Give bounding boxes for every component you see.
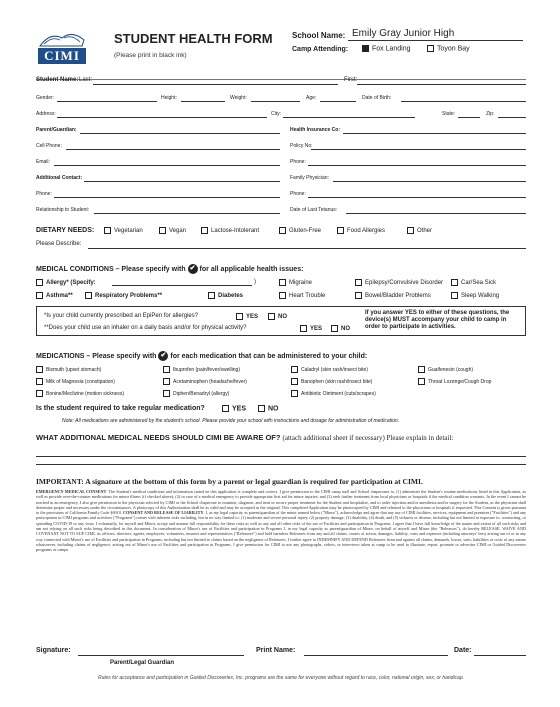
asthma-checkbox[interactable] [36, 292, 43, 299]
cell-phone-label: Cell Phone: [36, 143, 62, 149]
consent-text: EMERGENCY MEDICAL CONSENT. The Student's medical conditions and information stated on this application is complete and correct. I give permission to the CIMI camp staff and School chaperones to, (1) administer the Student's routine medications listed in this Application, as well as provide over-the-counter medications for minor illness (if checked above); (2) in case of a medical emergency to provide appropriate first aid for minor injuries; and (3) seek further treatment from local physicians or hospitals if the medical condition warrants. In the event I cannot be reached in an emergency, I also give permission to the physician selected by CIMI or the School chaperone to examine, diagnose, and treat or secure proper treatment for the Student and hospitalize, and to order injection and/or anesthesia and/or surgery for the Student, as the physician shall determine proper and necessary under the circumstances. A photocopy of this Authorization shall be as valid and may be accepted as the original. This completed Application may be photocopied by CIMI and released to the physicians or hospitals if requested. This Consent is given pursuant to the provisions of California Family Code §6910. CONSENT AND RELEASE OF LIABILITY. I, as my legal capacity as parent/guardian of the minor named below ("Minor"), acknowledge and agree that any use of CIMI facilities, services, equipment and premises ("Facilities") and any participation in CIMI programs and activities ("Programs") comes with inherent risks including, but in no way limited to: (1) moderate and severe personal injury, (2) property damage, (3) disability, (4) death, and (5) sickness or disease, including but not limited to exposure to, contracting, or spreading COVID-19 or any virus. I voluntarily, for myself and Minor, accept and assume full responsibility for these risks as well as any and all other risks of the use of Facilities and participation in Programs. I agree that I have full knowledge of the nature and extent of all such risks and am not relying on all such risks being described in this document. In consideration of Minor's use of Facilities and participation in Programs I, in my legal capacity as parent/guardian of Minor, on behalf of myself and Minor (the "Releasors"), do hereby RELEASE, WAIVE AND COVENANT NOT TO SUE CIMI, its officers, directors, agents, employees, volunteers, insurers and representatives ("Releasees") and hold harmless Releasees from any and all claims, causes of action, damages, liability, costs and expenses (including attorneys' fees) arising out of or in any way connected with Minor's use of Facilities and participation in Programs, including but not limited to claims based on the negligence of Releasees. I further agree to INDEMNIFY AND DEFEND Releasees from and against all claims, demands, losses, suits, liabilities or costs of any nature whatsoever, including claims of negligence, arising out of Minor's use of Facilities and participation in Programs. I give permission for CIMI to use any photographs, videos, or interviews taken at camp to be used to illustrate, report, promote or advertise CIMI or Guided Discoveries programs or camps. [36, 489, 526, 553]
allergy-checkbox[interactable] [36, 279, 43, 286]
camp-checkbox-fox[interactable] [362, 45, 369, 52]
signature-sublabel: Parent/Legal Guardian [110, 660, 175, 666]
car-sea-sick-checkbox[interactable] [451, 279, 458, 286]
epipen-question: *Is your child currently prescribed an EpiPen for allergies? [44, 313, 199, 319]
diet-gluten-free[interactable]: Gluten-Free [279, 227, 321, 235]
camp-checkbox-toyon[interactable] [427, 45, 434, 52]
condition-sleep-walking[interactable]: Sleep Walking [451, 292, 499, 300]
diet-food-allergies-checkbox[interactable] [337, 227, 344, 234]
condition-allergy[interactable]: Allergy* (Specify: [36, 279, 96, 287]
condition-car-sea-sick[interactable]: Car/Sea Sick [451, 279, 496, 287]
diet-vegan[interactable]: Vegan [159, 227, 186, 235]
physician-phone-label: Phone: [290, 191, 306, 197]
insurance-label: Health Insurance Co: [290, 127, 341, 133]
logo-text: CIMI [44, 48, 80, 63]
print-name-field[interactable] [304, 655, 448, 656]
med-bonine[interactable]: Bonine/Meclizine (motion sickness) [36, 390, 124, 397]
bowel-checkbox[interactable] [355, 292, 362, 299]
banophen-checkbox[interactable] [291, 378, 298, 385]
condition-diabetes[interactable]: Diabetes [208, 292, 243, 300]
med-banophen[interactable]: Banophen (skin rash/insect bite) [291, 378, 372, 385]
diabetes-checkbox[interactable] [208, 292, 215, 299]
med-antibiotic[interactable]: Antibiotic Ointment (cuts/scrapes) [291, 390, 376, 397]
medications-heading: MEDICATIONS – Please specify with ✔ for each medication that can be administered to your child: [36, 352, 368, 360]
guaifenesin-checkbox[interactable] [418, 366, 425, 373]
inhaler-yes-checkbox[interactable] [300, 325, 307, 332]
sleep-walking-checkbox[interactable] [451, 292, 458, 299]
gender-label: Gender: [36, 95, 55, 101]
med-milk-magnesia[interactable]: Milk of Magnesia (constipation) [36, 378, 115, 385]
med-ibuprofen[interactable]: Ibuprofen (pain/fever/swelling) [163, 366, 240, 373]
dob-label: Date of Birth: [362, 95, 392, 101]
email-label: Email: [36, 159, 50, 165]
condition-bowel[interactable]: Bowel/Bladder Problems [355, 292, 431, 300]
diet-vegetarian[interactable]: Vegetarian [104, 227, 143, 235]
date-label: Date: [454, 647, 472, 654]
parent-guardian-label: Parent/Guardian: [36, 127, 77, 133]
physician-label: Family Physician: [290, 175, 329, 181]
diet-food-allergies[interactable]: Food Allergies [337, 227, 385, 235]
dietary-label: DIETARY NEEDS: [36, 227, 95, 234]
ibuprofen-checkbox[interactable] [163, 366, 170, 373]
additional-contact-label: Additional Contact: [36, 175, 83, 181]
diet-vegetarian-checkbox[interactable] [104, 227, 111, 234]
student-name-label: Student Name: [36, 77, 79, 83]
med-guaifenesin[interactable]: Guaifenesin (cough) [418, 366, 473, 373]
epipen-no-checkbox[interactable] [268, 313, 275, 320]
med-acetaminophen[interactable]: Acetaminophen (headache/fever) [163, 378, 247, 385]
tetanus-label: Date of Last Tetanus: [290, 207, 338, 213]
height-label: Height: [161, 95, 177, 101]
condition-asthma[interactable]: Asthma** [36, 292, 73, 300]
date-field[interactable] [474, 655, 526, 656]
policy-label: Policy No: [290, 143, 313, 149]
insurance-phone-label: Phone: [290, 159, 306, 165]
epipen-yes[interactable]: YES [236, 313, 258, 321]
weight-label: Weight: [230, 95, 247, 101]
bismuth-checkbox[interactable] [36, 366, 43, 373]
inhaler-yes[interactable]: YES [300, 325, 322, 333]
regular-med-no[interactable]: NO [258, 405, 279, 413]
condition-migraine[interactable]: Migraine [279, 279, 312, 287]
contact-phone-label: Phone: [36, 191, 52, 197]
regular-med-yes[interactable]: YES [222, 405, 246, 413]
signature-field[interactable] [78, 655, 244, 656]
heart-checkbox[interactable] [279, 292, 286, 299]
regular-medication-question: Is the student required to take regular medication? [36, 405, 205, 412]
diet-vegan-checkbox[interactable] [159, 227, 166, 234]
epilepsy-checkbox[interactable] [355, 279, 362, 286]
check-mark-icon: ✔ [158, 351, 168, 361]
camp-label: Camp Attending: [292, 46, 349, 53]
camp-option-fox-landing[interactable]: Fox Landing [362, 45, 411, 52]
signature-label: Signature: [36, 647, 71, 654]
respiratory-checkbox[interactable] [85, 292, 92, 299]
cimi-logo [36, 26, 88, 66]
describe-label: Please Describe: [36, 241, 82, 247]
med-throat-lozenge[interactable]: Throat Lozenge/Cough Drop [418, 378, 491, 385]
inhaler-no-checkbox[interactable] [331, 325, 338, 332]
last-label: Last: [79, 77, 93, 83]
relationship-label: Relationship to Student: [36, 207, 90, 213]
address-label: Address: [36, 111, 56, 117]
medication-note: Note: All medications are administered by the student's school. Please provide your school with instructions and dosage for administration of medication. [62, 418, 400, 424]
first-label: First: [344, 77, 358, 83]
bonine-checkbox[interactable] [36, 390, 43, 397]
print-name-label: Print Name: [256, 647, 296, 654]
diet-lactose[interactable]: Lactose-Intolerant [201, 227, 259, 235]
condition-epilepsy[interactable]: Epilepsy/Convulsive Disorder [355, 279, 443, 287]
caladryl-checkbox[interactable] [291, 366, 298, 373]
camp-option-toyon-bay[interactable]: Toyon Bay [427, 45, 470, 52]
diet-gluten-checkbox[interactable] [279, 227, 286, 234]
antibiotic-checkbox[interactable] [291, 390, 298, 397]
state-label: State: [442, 111, 456, 117]
med-diphen[interactable]: Diphen/Benadryl (allergy) [163, 390, 229, 397]
milk-magnesia-checkbox[interactable] [36, 378, 43, 385]
additional-needs-line-2[interactable] [36, 464, 526, 465]
medical-heading: MEDICAL CONDITIONS – Please specify with ✔ for all applicable health issues: [36, 265, 304, 273]
age-label: Age: [306, 95, 317, 101]
footer-note: Rules for acceptance and participation in Guided Discoveries, Inc. programs are the same for everyone without regard to race, color, national origin, sex, or handicap. [97, 675, 465, 681]
regular-med-yes-checkbox[interactable] [222, 405, 229, 412]
condition-heart[interactable]: Heart Trouble [279, 292, 325, 300]
acetaminophen-checkbox[interactable] [163, 378, 170, 385]
school-name-field[interactable]: Emily Gray Junior High [352, 28, 455, 39]
additional-needs-line-1[interactable] [36, 456, 526, 457]
form-title: STUDENT HEALTH FORM [114, 31, 273, 46]
epipen-yes-checkbox[interactable] [236, 313, 243, 320]
important-heading: IMPORTANT: A signature at the bottom of this form by a parent or legal guardian is required for participation at CIMI. [36, 477, 423, 486]
diphen-checkbox[interactable] [163, 390, 170, 397]
inhaler-question: **Does your child use an inhaler on a daily basis and/or for physical activity? [44, 325, 247, 331]
diet-other-checkbox[interactable] [407, 227, 414, 234]
city-label: City: [271, 111, 281, 117]
diet-other[interactable]: Other [407, 227, 432, 235]
regular-med-no-checkbox[interactable] [258, 405, 265, 412]
inhaler-no[interactable]: NO [331, 325, 350, 333]
additional-heading: WHAT ADDITIONAL MEDICAL NEEDS SHOULD CIMI BE AWARE OF? (attach additional sheet if necessary) Please explain in detail: [36, 433, 454, 442]
form-subtitle: (Please print in black ink) [114, 52, 187, 59]
epipen-no[interactable]: NO [268, 313, 287, 321]
med-bismuth[interactable]: Bismuth (upset stomach) [36, 366, 101, 373]
condition-respiratory[interactable]: Respiratory Problems** [85, 292, 162, 300]
med-caladryl[interactable]: Caladryl (skin rash/insect bite) [291, 366, 368, 373]
diet-lactose-checkbox[interactable] [201, 227, 208, 234]
device-note: If you answer YES to either of these questions, the device(s) MUST accompany your child to camp in order to participate in activities. [365, 310, 510, 330]
throat-lozenge-checkbox[interactable] [418, 378, 425, 385]
check-mark-icon: ✔ [188, 264, 198, 274]
school-label: School Name: [292, 31, 346, 40]
migraine-checkbox[interactable] [279, 279, 286, 286]
zip-label: Zip: [486, 111, 495, 117]
allergy-close-paren: ) [254, 279, 256, 285]
